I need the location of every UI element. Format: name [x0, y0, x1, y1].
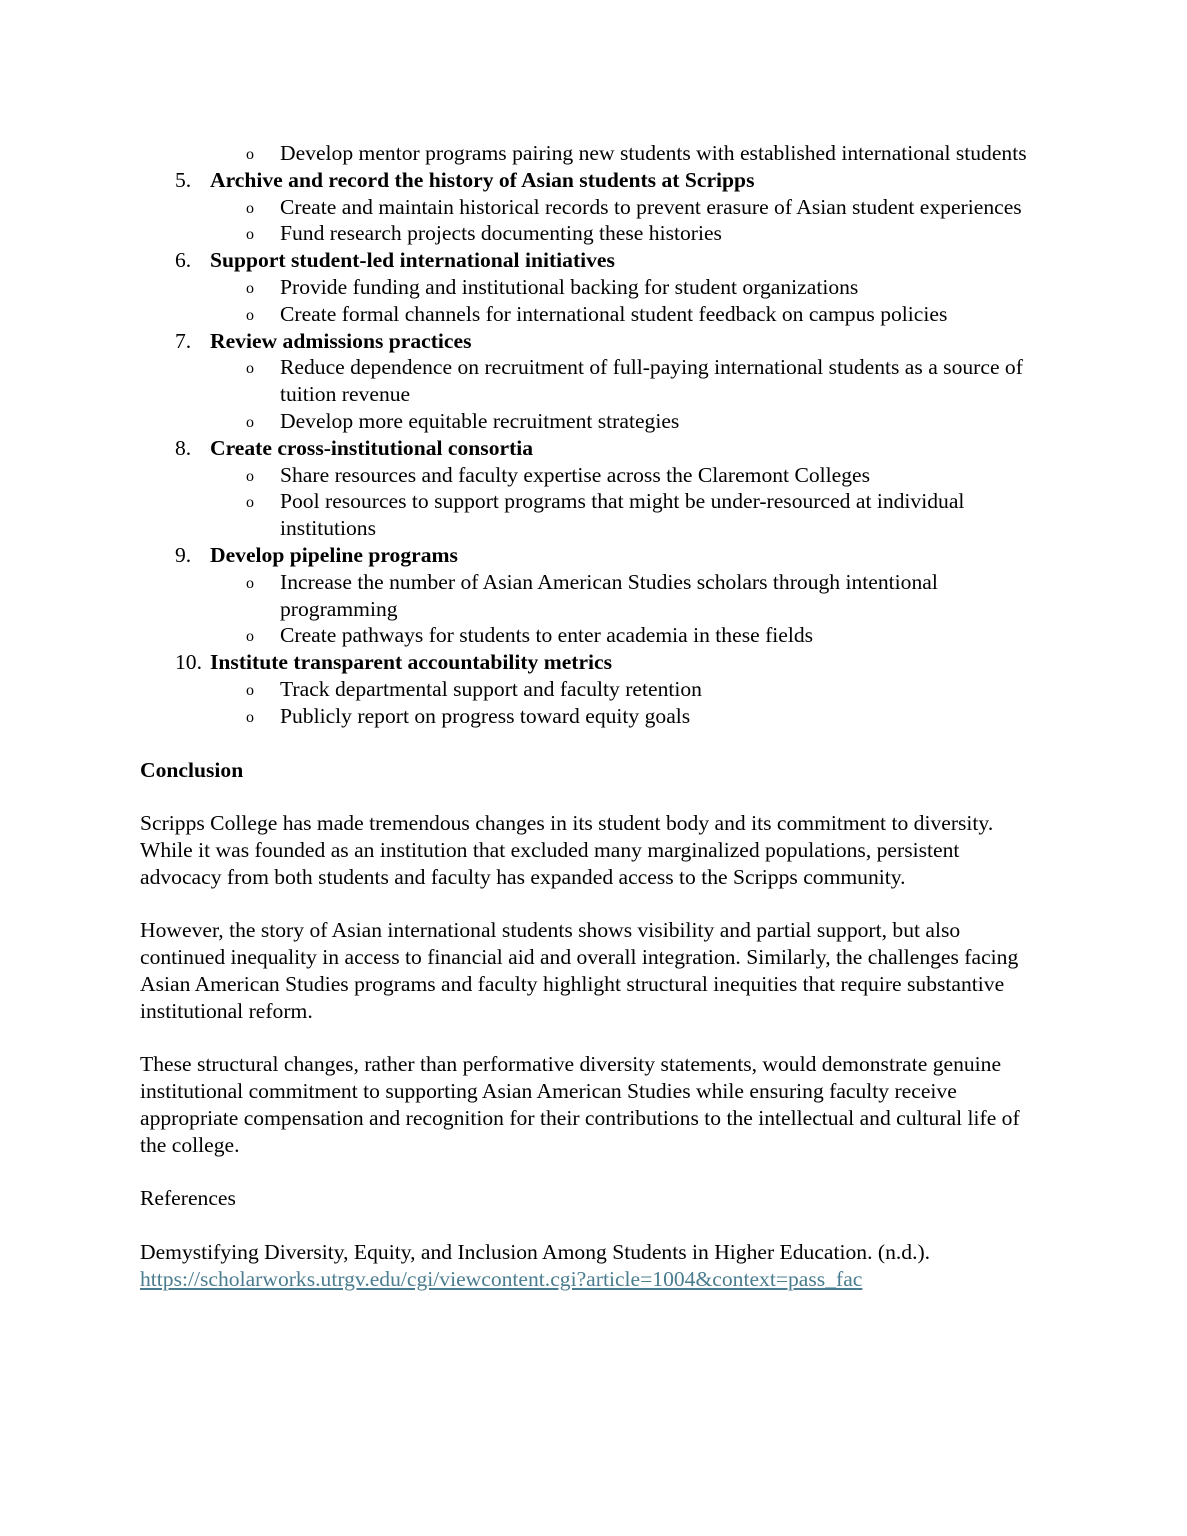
- item-number: 8.: [175, 435, 192, 460]
- bullet-text: Develop more equitable recruitment strategies: [280, 408, 680, 433]
- recommendation-item: [140, 435, 1040, 462]
- bullet-text: Provide funding and institutional backing for student organizations: [280, 274, 859, 299]
- reference-entry: [140, 1239, 1040, 1293]
- item-title: Institute transparent accountability metrics: [210, 650, 613, 675]
- reference-title: Demystifying Diversity, Equity, and Inclusion Among Students in Higher Education. (n.d.).: [140, 1239, 931, 1264]
- bullet-icon: o: [246, 708, 254, 726]
- bullet-text: Increase the number of Asian American Studies scholars through intentional programming: [280, 569, 938, 621]
- list-sub-bullet: [140, 408, 1040, 435]
- list-sub-bullet: [140, 301, 1040, 328]
- bullet-icon: o: [246, 467, 254, 485]
- bullet-text: Share resources and faculty expertise across the Claremont Colleges: [280, 462, 871, 487]
- bullet-text: Publicly report on progress toward equity goals: [280, 703, 691, 728]
- item-title: Archive and record the history of Asian students at Scripps: [210, 167, 755, 192]
- recommendations-list: [140, 167, 1040, 730]
- bullet-icon: o: [246, 226, 254, 244]
- conclusion-heading: Conclusion: [140, 757, 244, 782]
- list-sub-bullet: [140, 569, 1040, 623]
- list-sub-bullet: [140, 354, 1040, 408]
- bullet-icon: o: [246, 199, 254, 217]
- references-heading: References: [140, 1186, 236, 1211]
- conclusion-paragraph-2: However, the story of Asian international students shows visibility and partial support, but also continued inequality in access to financial aid and overall integration. Similarly, the challenges facing Asian American Studies programs and faculty highlight structural inequities that require substantive institutional reform.: [140, 918, 1019, 1023]
- item-title: Create cross-institutional consortia: [210, 435, 534, 460]
- item-number: 9.: [175, 542, 192, 567]
- bullet-icon: o: [246, 146, 254, 163]
- recommendation-item: [140, 542, 1040, 569]
- list-sub-bullet: [140, 676, 1040, 703]
- item-number: 6.: [175, 248, 192, 273]
- bullet-icon: o: [246, 279, 254, 297]
- list-sub-bullet: [140, 622, 1040, 649]
- list-sub-bullet: [140, 140, 1040, 167]
- bullet-text: Develop mentor programs pairing new students with established international students: [280, 141, 1027, 165]
- list-sub-bullet: [140, 194, 1040, 221]
- item-number: 5.: [175, 167, 192, 192]
- recommendation-item: [140, 328, 1040, 355]
- bullet-icon: o: [246, 306, 254, 324]
- bullet-text: Create formal channels for international student feedback on campus policies: [280, 301, 948, 326]
- conclusion-paragraph-3: These structural changes, rather than performative diversity statements, would demonstrate genuine institutional commitment to supporting Asian American Studies while ensuring faculty receive appropriate compensation and recognition for their contributions to the intellectual and cultural life of the college.: [140, 1052, 1020, 1157]
- recommendation-item: [140, 167, 1040, 194]
- list-sub-bullet: [140, 488, 1040, 542]
- recommendation-item: [140, 649, 1040, 676]
- bullet-text: Pool resources to support programs that might be under-resourced at individual institutions: [280, 489, 965, 541]
- document-content: [140, 140, 1040, 1292]
- bullet-icon: o: [246, 628, 254, 646]
- bullet-text: Fund research projects documenting these histories: [280, 221, 722, 246]
- bullet-icon: o: [246, 360, 254, 378]
- list-sub-bullet: [140, 703, 1040, 730]
- bullet-text: Create and maintain historical records to prevent erasure of Asian student experiences: [280, 194, 1022, 219]
- item-title: Review admissions practices: [210, 328, 472, 353]
- item-title: Develop pipeline programs: [210, 542, 458, 567]
- item-title: Support student-led international initiatives: [210, 248, 615, 273]
- bullet-text: Create pathways for students to enter academia in these fields: [280, 623, 814, 648]
- bullet-icon: o: [246, 494, 254, 512]
- list-sub-bullet: [140, 220, 1040, 247]
- list-sub-bullet: [140, 462, 1040, 489]
- reference-link[interactable]: https://scholarworks.utrgv.edu/cgi/viewcontent.cgi?article=1004&context=pass_fac: [140, 1266, 863, 1291]
- item-number: 10.: [175, 650, 202, 675]
- list-sub-bullet: [140, 274, 1040, 301]
- bullet-icon: o: [246, 574, 254, 592]
- bullet-icon: o: [246, 413, 254, 431]
- item-number: 7.: [175, 328, 192, 353]
- bullet-text: Track departmental support and faculty retention: [280, 676, 702, 701]
- conclusion-paragraph-1: Scripps College has made tremendous changes in its student body and its commitment to diversity. While it was founded as an institution that excluded many marginalized populations, persistent advocacy from both students and faculty has expanded access to the Scripps community.: [140, 811, 994, 889]
- bullet-icon: o: [246, 681, 254, 699]
- bullet-text: Reduce dependence on recruitment of full-paying international students as a source of tuition revenue: [280, 355, 1023, 407]
- recommendation-item: [140, 247, 1040, 274]
